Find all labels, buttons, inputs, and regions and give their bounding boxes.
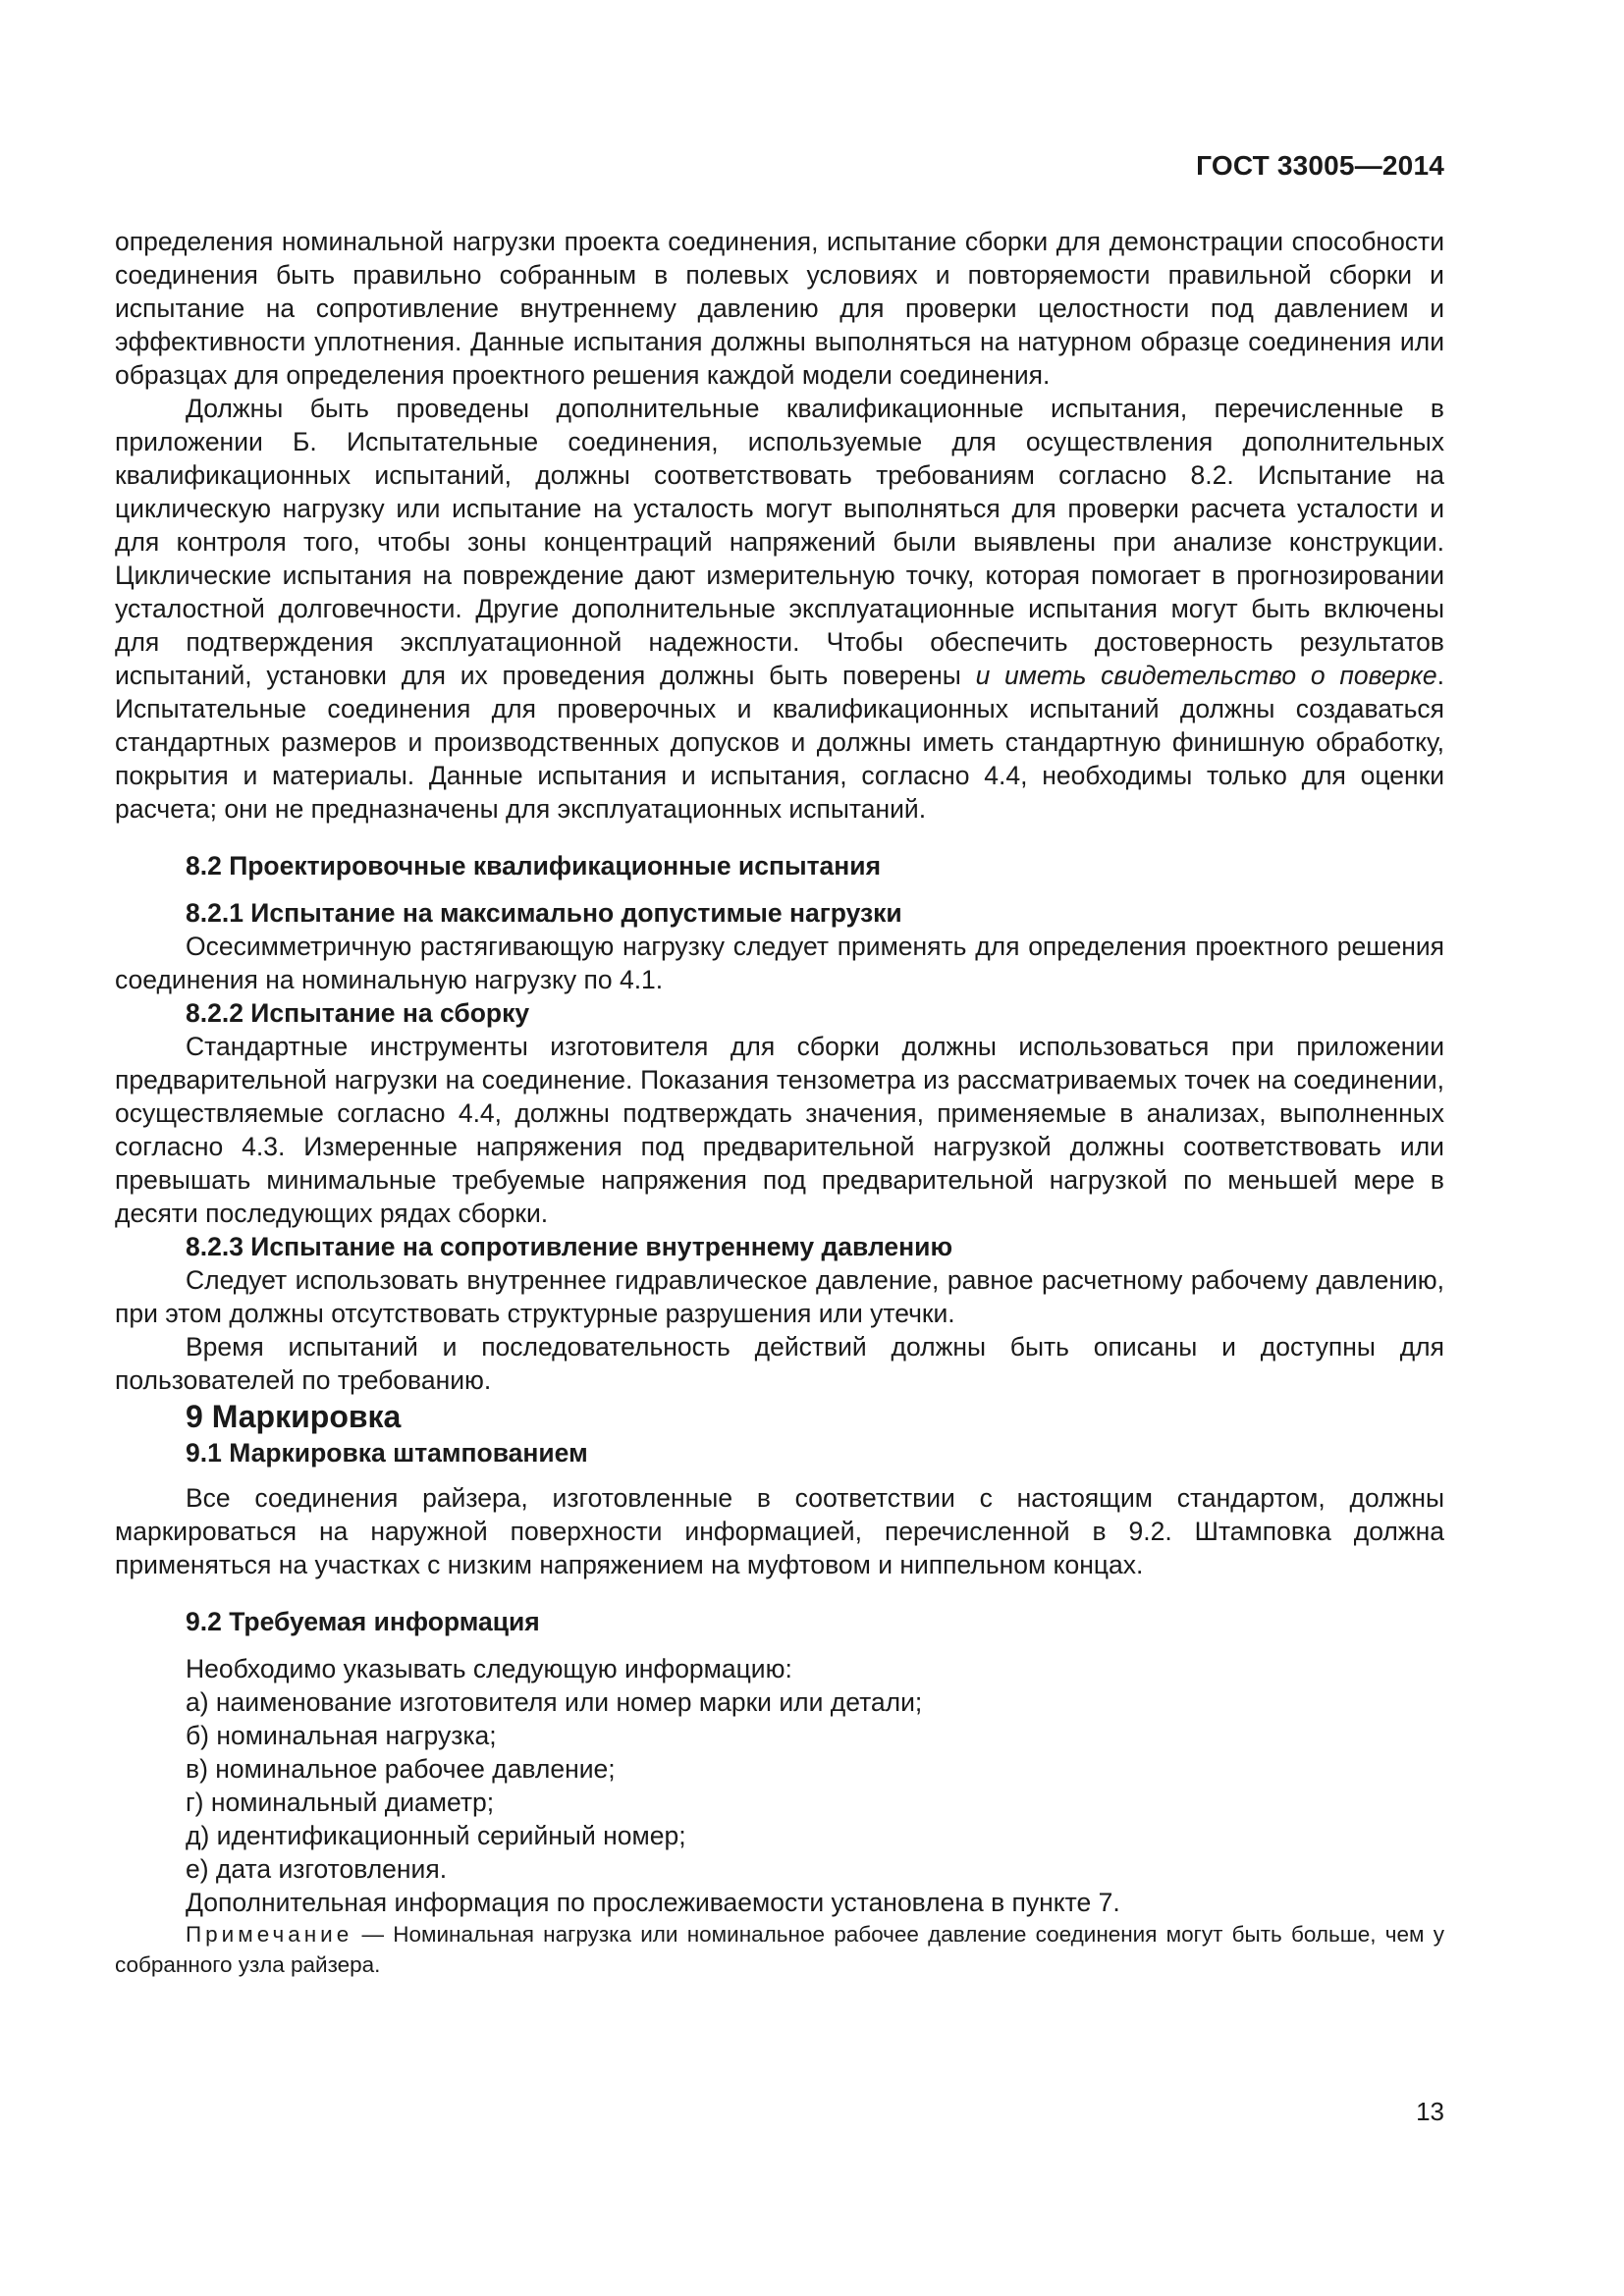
list-item: в) номинальное рабочее давление; [186, 1754, 616, 1784]
section-8-2-3-text-1: Следует использовать внутреннее гидравлическое давление, равное расчетному рабочему давлению, при этом должны отсутствовать структурные разрушения или утечки. [115, 1265, 1444, 1328]
section-8-2-3-text-2: Время испытаний и последовательность действий должны быть описаны и доступны для пользователей по требованию. [115, 1332, 1444, 1395]
section-9-1-text: Все соединения райзера, изготовленные в соответствии с настоящим стандартом, должны маркироваться на наружной поверхности информацией, перечисленной в 9.2. Штамповка должна применяться на участках с низким напряжением на муфтовом и ниппельном концах. [115, 1483, 1444, 1579]
list-item: а) наименование изготовителя или номер марки или детали; [186, 1687, 923, 1717]
page-number: 13 [1416, 2097, 1444, 2126]
standard-header: ГОСТ 33005—2014 [1196, 150, 1444, 181]
section-8-2-heading: 8.2 Проектировочные квалификационные испытания [186, 851, 882, 881]
intro-paragraph-2 [115, 392, 1444, 826]
list-item: б) номинальная нагрузка; [186, 1721, 497, 1750]
intro-paragraph-1: определения номинальной нагрузки проекта соединения, испытание сборки для демонстрации способности соединения быть правильно собранным в полевых условиях и повторяемости правильной сборки и испытание на сопротивление внутреннему давлению для проверки целостности под давлением и эффективности уплотнения. Данные испытания должны выполняться на натурном образце соединения или образцах для определения проектного решения каждой модели соединения. [115, 227, 1444, 390]
intro-paragraph-2-italic: и иметь свидетельство о поверке [975, 661, 1437, 690]
section-8-2-2-heading: 8.2.2 Испытание на сборку [186, 998, 530, 1028]
intro-paragraph-2-start: Должны быть проведены дополнительные квалификационные испытания, перечисленные в приложении Б. Испытательные соединения, используемые для осуществления дополнительных квалификационных испытаний, должны соответствовать требованиям согласно 8.2. Испытание на циклическую нагрузку или испытание на усталость могут выполняться для проверки расчета усталости и для контроля того, чтобы зоны концентраций напряжений были выявлены при анализе конструкции. Циклические испытания на повреждение дают измерительную точку, которая помогает в прогнозировании усталостной долговечности. Другие дополнительные эксплуатационные испытания могут быть включены для подтверждения эксплуатационной надежности. Чтобы обеспечить достоверность результатов испытаний, установки для их проведения должны быть поверены [115, 394, 1444, 690]
note-text: — Номинальная нагрузка или номинальное рабочее давление соединения могут быть больше, чем у собранного узла райзера. [115, 1922, 1444, 1977]
intro-paragraph-2-end: . Испытательные соединения для проверочных и квалификационных испытаний должны создаваться стандартных размеров и производственных допусков и должны иметь стандартную финишную обработку, покрытия и материалы. Данные испытания и испытания, согласно 4.4, необходимы только для оценки расчета; они не предназначены для эксплуатационных испытаний. [115, 661, 1444, 824]
section-9-heading: 9 Маркировка [186, 1399, 402, 1434]
section-8-2-3-heading: 8.2.3 Испытание на сопротивление внутреннему давлению [186, 1232, 953, 1261]
section-9-2-heading: 9.2 Требуемая информация [186, 1607, 540, 1636]
section-9-1-heading: 9.1 Маркировка штампованием [186, 1438, 588, 1468]
list-item: д) идентификационный серийный номер; [186, 1821, 686, 1850]
note-label: Примечание [186, 1922, 353, 1947]
section-9-2-lead: Необходимо указывать следующую информацию: [186, 1654, 792, 1683]
list-item: г) номинальный диаметр; [186, 1788, 495, 1817]
section-9-2-trace: Дополнительная информация по прослеживаемости установлена в пункте 7. [186, 1888, 1120, 1917]
section-8-2-2-text: Стандартные инструменты изготовителя для сборки должны использоваться при приложении предварительной нагрузки на соединение. Показания тензометра из рассматриваемых точек на соединении, осуществляемые согласно 4.4, должны подтверждать значения, применяемые в анализах, выполненных согласно 4.3. Измеренные напряжения под предварительной нагрузкой должны соответствовать или превышать минимальные требуемые напряжения под предварительной нагрузкой по меньшей мере в десяти последующих рядах сборки. [115, 1032, 1444, 1228]
note-paragraph [115, 1919, 1444, 1980]
section-8-2-1-text: Осесимметричную растягивающую нагрузку следует применять для определения проектного решения соединения на номинальную нагрузку по 4.1. [115, 932, 1444, 994]
list-item: е) дата изготовления. [186, 1854, 448, 1884]
page-body [115, 225, 1444, 1980]
section-8-2-1-heading: 8.2.1 Испытание на максимально допустимые нагрузки [186, 898, 902, 928]
